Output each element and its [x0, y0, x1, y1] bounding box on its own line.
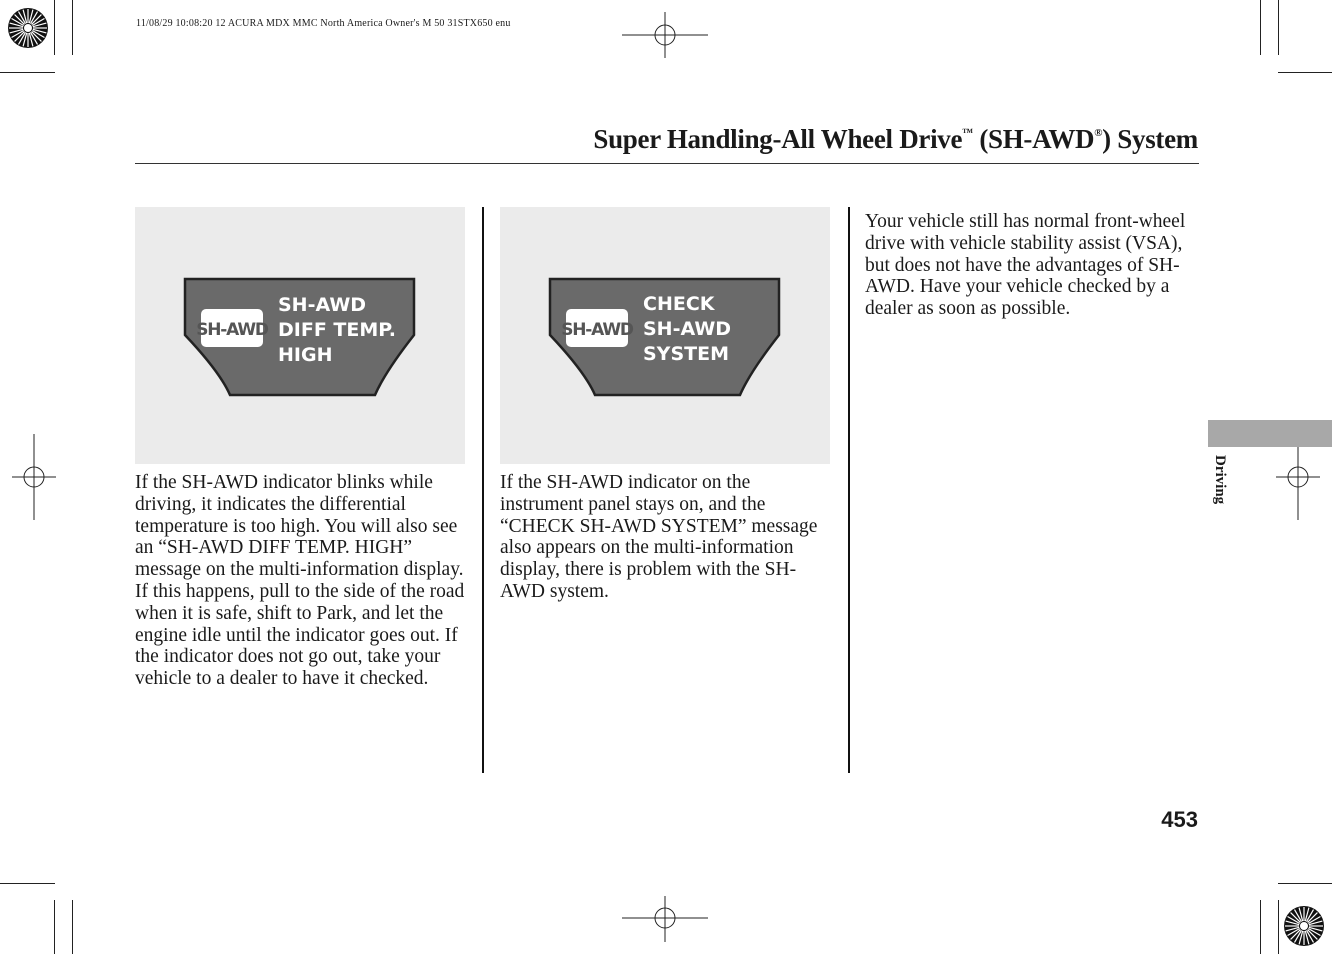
column-1-text: If the SH-AWD indicator blinks while driving, it indicates the differential temperature is too high. You will also see an “SH-AWD DIFF TEMP. HIGH” message on the multi-information display. If this happens, pull to the side of the road when it is safe, shift to Park, and let the engine idle until the indicator goes out. If the indicator does not go out, take your vehicle to a dealer to have it checked. [135, 472, 465, 690]
figure-check-system [500, 207, 830, 464]
section-tab-label: Driving [1212, 455, 1228, 505]
sh-awd-badge-text: SH-AWD [561, 320, 633, 340]
display-line-1: CHECK [643, 293, 715, 315]
title-end: ) System [1102, 124, 1198, 154]
title-rule [135, 163, 1199, 164]
sunburst-mark-bottom-right [1284, 906, 1324, 946]
crosshair-bottom [622, 896, 708, 942]
column-divider-2 [848, 207, 850, 773]
column-2-text: If the SH-AWD indicator on the instrument panel stays on, and the “CHECK SH-AWD SYSTEM” message also appears on the multi-information display, there is problem with the SH-AWD system. [500, 472, 818, 602]
column-divider-1 [482, 207, 484, 773]
sunburst-mark-top-left [8, 8, 48, 48]
multi-info-display-1 [135, 207, 465, 464]
figure-diff-temp-high [135, 207, 465, 464]
crosshair-top [622, 12, 708, 58]
title-registered: ® [1094, 127, 1103, 139]
multi-info-display-2 [500, 207, 830, 464]
section-tab [1208, 420, 1332, 447]
page-number: 453 [1161, 807, 1198, 832]
display-line-1: SH-AWD [278, 294, 367, 316]
page-title [593, 124, 1198, 155]
title-trademark: ™ [962, 127, 973, 139]
display-line-2: DIFF TEMP. [278, 319, 396, 341]
sh-awd-badge-text: SH-AWD [196, 320, 268, 340]
display-line-3: SYSTEM [643, 343, 729, 365]
display-line-2: SH-AWD [643, 318, 732, 340]
title-middle: (SH-AWD [972, 124, 1095, 154]
column-3-text: Your vehicle still has normal front-wheel drive with vehicle stability assist (VSA), but does not have the advantages of SH-AWD. Have your vehicle checked by a dealer as soon as possible. [865, 211, 1186, 320]
title-main: Super Handling-All Wheel Drive [593, 124, 963, 154]
crosshair-left [12, 434, 56, 520]
print-info: 11/08/29 10:08:20 12 ACURA MDX MMC North America Owner's M 50 31STX650 enu [136, 18, 511, 29]
display-line-3: HIGH [278, 344, 333, 366]
